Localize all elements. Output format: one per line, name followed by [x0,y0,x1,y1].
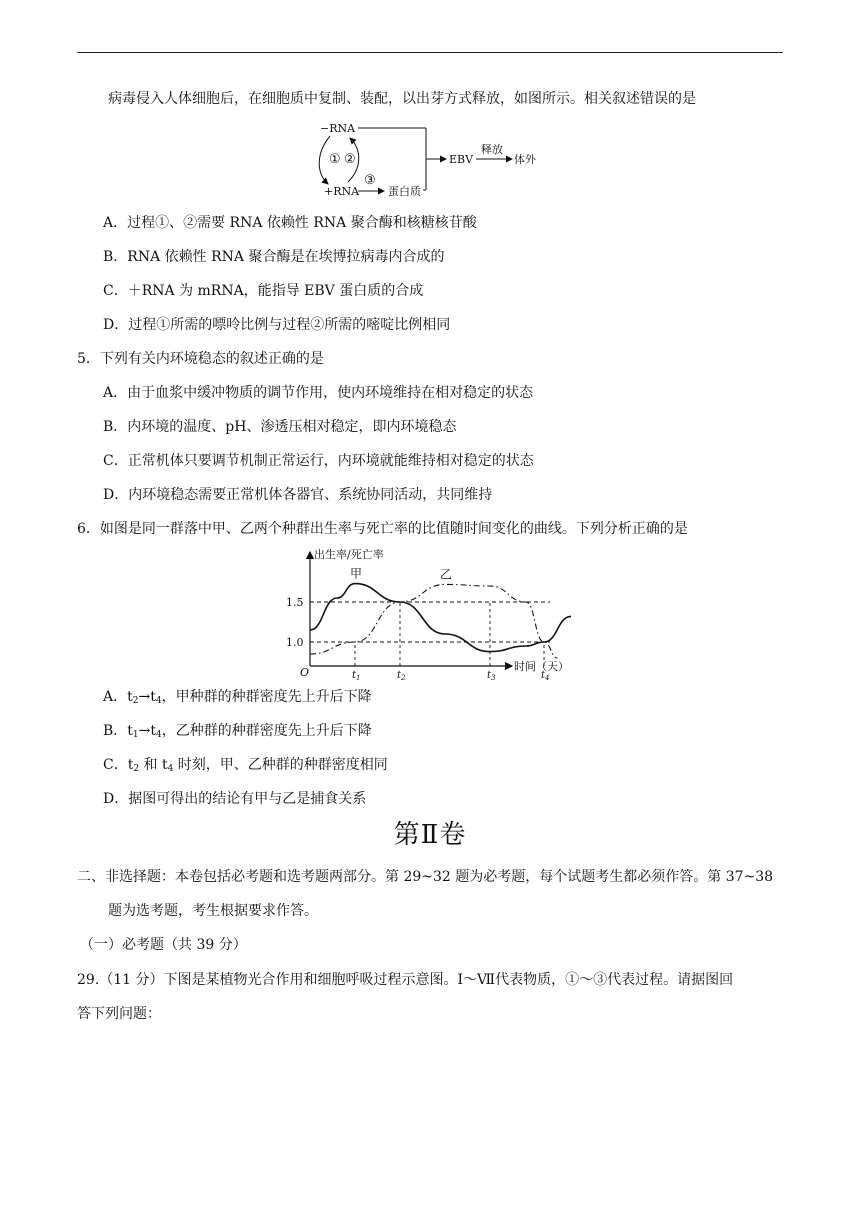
q5-option-c: C．正常机体只要调节机制正常运行，内环境就能维持相对稳定的状态 [103,453,534,469]
q5-option-d: D．内环境稳态需要正常机体各器官、系统协同活动，共同维持 [103,487,493,503]
required-heading: （一）必考题（共 39 分） [80,937,247,953]
q5-stem: 5．下列有关内环境稳态的叙述正确的是 [77,351,324,367]
y-tick-label-1: 1.5 [286,596,304,609]
q4-option-c: C．＋RNA 为 mRNA，能指导 EBV 蛋白质的合成 [103,283,424,299]
ebv-label: EBV [449,153,474,166]
x-tick-label-0: $t_1$ [352,670,361,682]
q6-option-a: A．$t_2\to t_4$，甲种群的种群密度先上升后下降 [103,689,372,706]
q4-option-a: A．过程①、②需要 RNA 依赖性 RNA 聚合酶和核糖核苷酸 [103,215,477,231]
q6-option-c: C．$t_2$ 和 $t_4$ 时刻，甲、乙种群的种群密度相同 [103,757,388,774]
protein-label: 蛋白质 [388,185,421,198]
q29-line2: 答下列问题： [77,1006,161,1022]
step3-label: ③ [364,173,376,188]
q4-option-b: B．RNA 依赖性 RNA 聚合酶是在埃博拉病毒内合成的 [103,249,445,265]
y-tick-label-0: 1.0 [286,636,304,649]
step1-label: ① [329,152,341,167]
q4-option-d: D．过程①所需的嘌呤比例与过程②所需的嘧啶比例相同 [103,317,451,333]
series-label-1: 乙 [440,567,453,582]
section-intro-line1: 二、非选择题：本卷包括必考题和选考题两部分。第 29~32 题为必考题，每个试题考生都必须作答。第 37~38 [77,869,774,885]
x-axis-label: 时间（天） [514,660,569,673]
y-axis-label: 出生率/死亡率 [314,548,384,561]
release-label: 释放 [481,143,503,156]
origin-label: O [300,666,310,679]
series-line-0 [310,584,571,652]
q6-option-b: B．$t_1\to t_4$，乙种群的种群密度先上升后下降 [103,723,372,740]
x-tick-label-3: $t_4$ [541,670,550,682]
birth-death-ratio-chart [280,544,580,682]
q4-stem: 病毒侵入人体细胞后，在细胞质中复制、装配，以出芽方式释放，如图所示。相关叙述错误的是 [108,91,696,107]
minus-rna-label: −RNA [320,122,356,135]
q6-option-d: D．据图可得出的结论有甲与乙是捕食关系 [103,791,367,807]
q29-line1: 29.（11 分）下图是某植物光合作用和细胞呼吸过程示意图。Ⅰ～Ⅶ代表物质，①～③代表过程。请据图回 [77,972,734,988]
q5-option-a: A．由于血浆中缓冲物质的调节作用，使内环境维持在相对稳定的状态 [103,385,534,401]
section-title: 第Ⅱ卷 [393,820,467,850]
header-rule [77,52,783,53]
section-intro-line2: 题为选考题，考生根据要求作答。 [108,903,318,919]
x-tick-label-2: $t_3$ [487,670,496,682]
virus-replication-diagram [318,118,548,202]
outside-label: 体外 [514,153,536,166]
x-tick-label-1: $t_2$ [397,670,406,682]
q5-option-b: B．内环境的温度、pH、渗透压相对稳定，即内环境稳态 [103,419,457,435]
q6-stem: 6．如图是同一群落中甲、乙两个种群出生率与死亡率的比值随时间变化的曲线。下列分析正确的是 [77,521,688,537]
series-label-0: 甲 [350,566,363,581]
plus-rna-label: +RNA [324,185,360,198]
step2-label: ② [344,152,356,167]
